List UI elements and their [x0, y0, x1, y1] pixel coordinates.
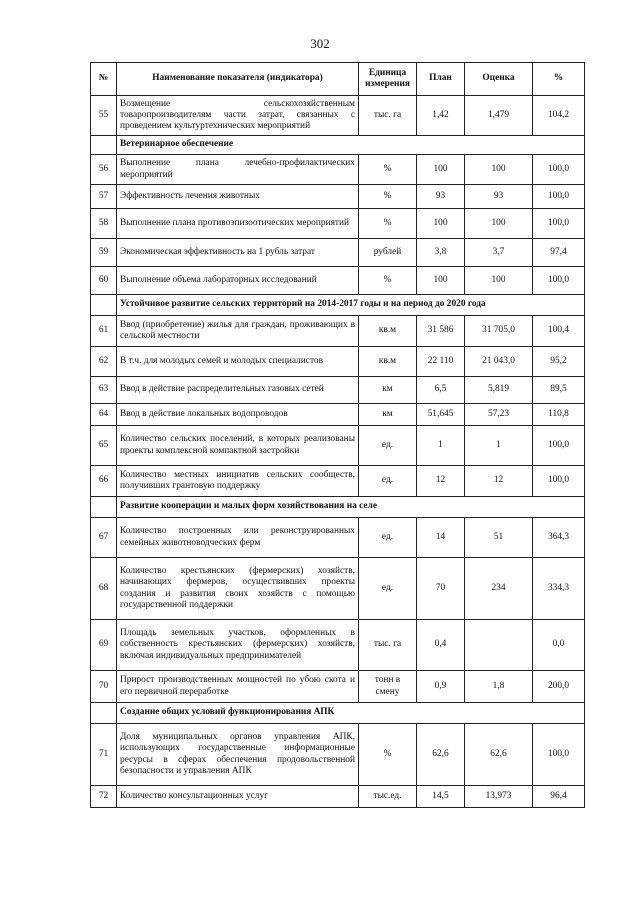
unit-cell: кв.м — [359, 316, 417, 347]
plan-cell: 100 — [417, 155, 465, 185]
table-row — [91, 155, 585, 185]
percent-cell: 100,0 — [533, 155, 585, 185]
unit-cell: % — [359, 209, 417, 239]
estimate-cell: 21 043,0 — [465, 347, 533, 377]
table-header-row — [91, 63, 585, 96]
row-number: 61 — [91, 316, 117, 347]
row-number: 62 — [91, 347, 117, 377]
percent-cell: 110,8 — [533, 404, 585, 426]
table-row — [91, 786, 585, 808]
plan-cell: 0,9 — [417, 671, 465, 703]
row-number: 55 — [91, 96, 117, 136]
section-empty-cell — [91, 295, 117, 316]
estimate-cell: 93 — [465, 185, 533, 209]
percent-cell: 100,0 — [533, 426, 585, 466]
page-number: 302 — [310, 36, 330, 51]
estimate-cell — [465, 620, 533, 671]
table-row — [91, 267, 585, 295]
section-empty-cell — [91, 136, 117, 155]
unit-cell: тыс. га — [359, 96, 417, 136]
estimate-cell: 1,8 — [465, 671, 533, 703]
row-number: 72 — [91, 786, 117, 808]
estimate-cell: 51 — [465, 518, 533, 558]
unit-cell: рублей — [359, 239, 417, 267]
percent-cell: 100,0 — [533, 185, 585, 209]
indicator-name: Экономическая эффективность на 1 рубль затрат — [117, 239, 359, 267]
unit-cell: % — [359, 267, 417, 295]
indicator-name: Выполнение плана противоэпизоотических мероприятий — [117, 209, 359, 239]
table-row — [91, 518, 585, 558]
section-row — [91, 295, 585, 316]
estimate-cell: 100 — [465, 155, 533, 185]
row-number: 68 — [91, 558, 117, 620]
percent-cell: 89,5 — [533, 377, 585, 404]
plan-cell: 0,4 — [417, 620, 465, 671]
col-header-number: № — [91, 63, 117, 96]
section-row — [91, 136, 585, 155]
table-row — [91, 239, 585, 267]
estimate-cell: 1 — [465, 426, 533, 466]
plan-cell: 14 — [417, 518, 465, 558]
indicator-name: В т.ч. для молодых семей и молодых специалистов — [117, 347, 359, 377]
row-number: 67 — [91, 518, 117, 558]
row-number: 56 — [91, 155, 117, 185]
row-number: 64 — [91, 404, 117, 426]
indicator-name: Ввод в действие распределительных газовых сетей — [117, 377, 359, 404]
plan-cell: 1 — [417, 426, 465, 466]
unit-cell: тыс.ед. — [359, 786, 417, 808]
table-row — [91, 466, 585, 497]
indicator-name: Возмещение сельскохозяйственным товаропроизводителям части затрат, связанных с проведением культуртехнических мероприятий — [117, 96, 359, 136]
table-row — [91, 620, 585, 671]
unit-cell: ед. — [359, 558, 417, 620]
indicator-name: Доля муниципальных органов управления АПК, использующих государственные информационные ресурсы в сферах обеспечения продовольственной безопасности и управления АПК — [117, 724, 359, 786]
percent-cell: 0,0 — [533, 620, 585, 671]
indicator-name: Ввод (приобретение) жилья для граждан, проживающих в сельской местности — [117, 316, 359, 347]
percent-cell: 97,4 — [533, 239, 585, 267]
table-row — [91, 426, 585, 466]
percent-cell: 364,3 — [533, 518, 585, 558]
row-number: 63 — [91, 377, 117, 404]
estimate-cell: 1,479 — [465, 96, 533, 136]
table-body — [91, 96, 585, 808]
estimate-cell: 12 — [465, 466, 533, 497]
indicators-table — [90, 62, 585, 808]
indicator-name: Площадь земельных участков, оформленных в собственность крестьянских (фермерских) хозяйств, включая индивидуальных предпринимателей — [117, 620, 359, 671]
plan-cell: 6,5 — [417, 377, 465, 404]
estimate-cell: 100 — [465, 209, 533, 239]
section-title: Развитие кооперации и малых форм хозяйствования на селе — [117, 497, 585, 518]
plan-cell: 70 — [417, 558, 465, 620]
estimate-cell: 234 — [465, 558, 533, 620]
col-header-plan: План — [417, 63, 465, 96]
percent-cell: 100,4 — [533, 316, 585, 347]
table-row — [91, 404, 585, 426]
table-row — [91, 347, 585, 377]
percent-cell: 96,4 — [533, 786, 585, 808]
row-number: 69 — [91, 620, 117, 671]
percent-cell: 334,3 — [533, 558, 585, 620]
unit-cell: % — [359, 724, 417, 786]
row-number: 59 — [91, 239, 117, 267]
row-number: 71 — [91, 724, 117, 786]
col-header-name: Наименование показателя (индикатора) — [117, 63, 359, 96]
unit-cell: тыс. га — [359, 620, 417, 671]
indicator-name: Количество построенных или реконструированных семейных животноводческих ферм — [117, 518, 359, 558]
plan-cell: 93 — [417, 185, 465, 209]
row-number: 70 — [91, 671, 117, 703]
indicator-name: Выполнение плана лечебно-профилактических мероприятий — [117, 155, 359, 185]
estimate-cell: 62,6 — [465, 724, 533, 786]
plan-cell: 100 — [417, 267, 465, 295]
table-row — [91, 671, 585, 703]
plan-cell: 3,8 — [417, 239, 465, 267]
row-number: 65 — [91, 426, 117, 466]
col-header-percent: % — [533, 63, 585, 96]
percent-cell: 200,0 — [533, 671, 585, 703]
plan-cell: 100 — [417, 209, 465, 239]
indicator-name: Количество сельских поселений, в которых реализованы проекты комплексной компактной застройки — [117, 426, 359, 466]
percent-cell: 100,0 — [533, 466, 585, 497]
row-number: 60 — [91, 267, 117, 295]
unit-cell: тонн в смену — [359, 671, 417, 703]
table-row — [91, 377, 585, 404]
estimate-cell: 31 705,0 — [465, 316, 533, 347]
unit-cell: кв.м — [359, 347, 417, 377]
row-number: 57 — [91, 185, 117, 209]
indicator-name: Количество крестьянских (фермерских) хозяйств, начинающих фермеров, осуществивших проекты создания и развития своих хозяйств с помощью государственной поддержки — [117, 558, 359, 620]
table-row — [91, 185, 585, 209]
unit-cell: % — [359, 155, 417, 185]
section-empty-cell — [91, 703, 117, 724]
unit-cell: км — [359, 404, 417, 426]
estimate-cell: 3,7 — [465, 239, 533, 267]
table-row — [91, 209, 585, 239]
table-row — [91, 724, 585, 786]
indicator-name: Выполнение объема лабораторных исследований — [117, 267, 359, 295]
unit-cell: % — [359, 185, 417, 209]
unit-cell: ед. — [359, 518, 417, 558]
plan-cell: 14,5 — [417, 786, 465, 808]
estimate-cell: 57,23 — [465, 404, 533, 426]
indicator-name: Количество местных инициатив сельских сообществ, получивших грантовую поддержку — [117, 466, 359, 497]
estimate-cell: 100 — [465, 267, 533, 295]
unit-cell: км — [359, 377, 417, 404]
estimate-cell: 5,819 — [465, 377, 533, 404]
plan-cell: 12 — [417, 466, 465, 497]
percent-cell: 104,2 — [533, 96, 585, 136]
unit-cell: ед. — [359, 466, 417, 497]
plan-cell: 1,42 — [417, 96, 465, 136]
section-empty-cell — [91, 497, 117, 518]
unit-cell: ед. — [359, 426, 417, 466]
indicator-name: Эффективность лечения животных — [117, 185, 359, 209]
row-number: 66 — [91, 466, 117, 497]
section-row — [91, 497, 585, 518]
percent-cell: 100,0 — [533, 267, 585, 295]
plan-cell: 22 110 — [417, 347, 465, 377]
percent-cell: 100,0 — [533, 724, 585, 786]
indicator-name: Ввод в действие локальных водопроводов — [117, 404, 359, 426]
table-row — [91, 316, 585, 347]
section-title: Устойчивое развитие сельских территорий на 2014-2017 годы и на период до 2020 года — [117, 295, 585, 316]
section-row — [91, 703, 585, 724]
table-row — [91, 558, 585, 620]
plan-cell: 31 586 — [417, 316, 465, 347]
section-title: Создание общих условий функционирования АПК — [117, 703, 585, 724]
col-header-estimate: Оценка — [465, 63, 533, 96]
estimate-cell: 13,973 — [465, 786, 533, 808]
table-row — [91, 96, 585, 136]
percent-cell: 100,0 — [533, 209, 585, 239]
plan-cell: 51,645 — [417, 404, 465, 426]
section-title: Ветеринарное обеспечение — [117, 136, 585, 155]
percent-cell: 95,2 — [533, 347, 585, 377]
indicator-name: Прирост производственных мощностей по убою скота и его первичной переработке — [117, 671, 359, 703]
col-header-unit: Единица измерения — [359, 63, 417, 96]
plan-cell: 62,6 — [417, 724, 465, 786]
indicator-name: Количество консультационных услуг — [117, 786, 359, 808]
row-number: 58 — [91, 209, 117, 239]
